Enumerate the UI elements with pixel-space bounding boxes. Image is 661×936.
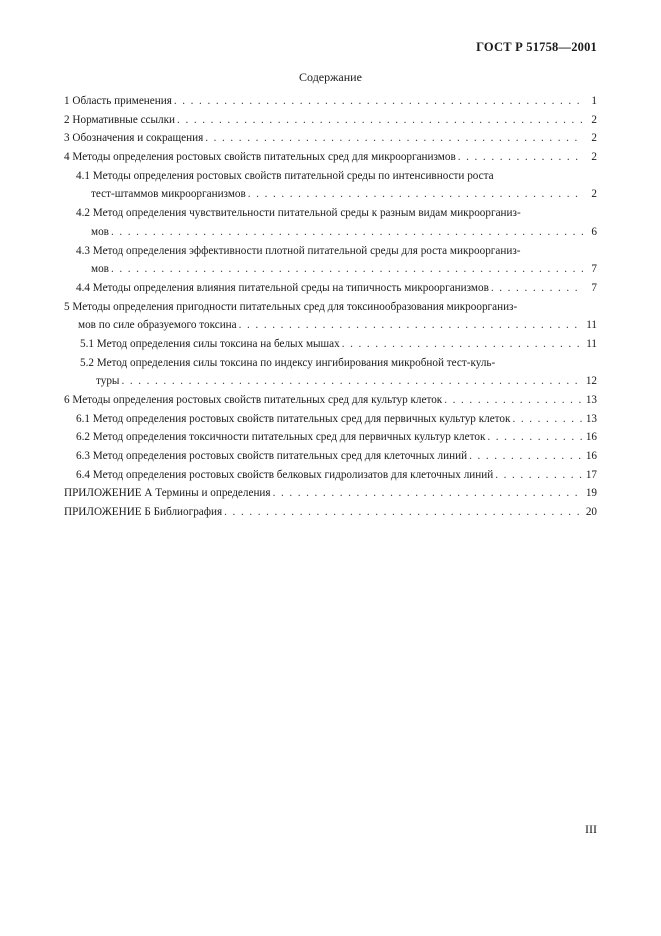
- toc-entry[interactable]: [64, 242, 597, 279]
- toc-entry[interactable]: [64, 298, 597, 335]
- toc-entry-text: 3 Обозначения и сокращения: [64, 132, 204, 145]
- toc-leader-dots: [469, 447, 583, 466]
- toc-entry-text: 5 Методы определения пригодности питательных сред для токсинообразования микроорганиз-: [64, 300, 518, 313]
- toc-entry-page: 1: [591, 95, 597, 107]
- toc-entry[interactable]: [64, 111, 597, 130]
- toc-entry-page: 2: [591, 113, 597, 126]
- toc-entry[interactable]: [64, 354, 597, 391]
- toc-entry-page: 13: [585, 394, 597, 406]
- document-header: ГОСТ Р 51758—2001: [476, 40, 597, 54]
- toc-entry-text: 6.1 Метод определения ростовых свойств питательных сред для первичных культур клеток: [76, 412, 511, 425]
- toc-entry[interactable]: [64, 279, 597, 298]
- toc-title: Содержание: [299, 70, 362, 84]
- toc-leader-dots: [487, 428, 583, 447]
- toc-entry-text: 5.1 Метод определения силы токсина на белых мышах: [80, 337, 340, 350]
- toc-entry-page: 6: [591, 225, 597, 238]
- toc-leader-dots: [205, 129, 583, 148]
- toc-entry-page: 2: [591, 132, 597, 145]
- toc-entry-page: 2: [591, 188, 597, 201]
- toc-entry[interactable]: [64, 447, 597, 466]
- toc-entry[interactable]: [64, 466, 597, 485]
- toc-entry-text: 4.1 Методы определения ростовых свойств питательной среды по интенсивности роста: [76, 169, 494, 182]
- toc-entry-text: 6.3 Метод определения ростовых свойств питательных сред для клеточных линий: [76, 450, 468, 463]
- toc-leader-dots: [239, 316, 583, 335]
- toc-entry[interactable]: [64, 428, 597, 447]
- toc-leader-dots: [111, 260, 583, 279]
- toc-entry-page: 16: [585, 431, 597, 444]
- toc-leader-dots: [224, 503, 583, 522]
- toc-entry-page: 7: [591, 263, 597, 276]
- toc-entry[interactable]: [64, 410, 597, 429]
- toc-entry-text: 4.3 Метод определения эффективности плотной питательной среды для роста микроорганиз-: [76, 244, 521, 257]
- toc-entry[interactable]: [64, 129, 597, 148]
- toc-entry-page: 7: [591, 281, 597, 294]
- toc-entry-text: 6.2 Метод определения токсичности питательных сред для первичных культур клеток: [76, 431, 486, 444]
- toc-leader-dots: [121, 372, 583, 391]
- toc-leader-dots: [177, 111, 583, 130]
- toc-leader-dots: [491, 279, 583, 298]
- toc-entry[interactable]: [64, 167, 597, 204]
- toc-entry-continuation: мов: [91, 263, 109, 276]
- toc-entry-text: ПРИЛОЖЕНИЕ А Термины и определения: [64, 487, 271, 500]
- toc-entry-text: 6 Методы определения ростовых свойств питательных сред для культур клеток: [64, 394, 443, 406]
- toc-leader-dots: [111, 223, 583, 242]
- toc-entry-text: 2 Нормативные ссылки: [64, 113, 176, 126]
- toc-entry-text: 6.4 Метод определения ростовых свойств белковых гидролизатов для клеточных линий: [76, 468, 494, 481]
- toc-entry-text: 4.4 Методы определения влияния питательной среды на типичность микроорганизмов: [76, 281, 489, 294]
- toc-entry-text: ПРИЛОЖЕНИЕ Б Библиография: [64, 506, 223, 519]
- toc-entry-text: 5.2 Метод определения силы токсина по индексу ингибирования микробной тест-куль-: [80, 356, 496, 369]
- toc-entry-page: 19: [585, 487, 597, 500]
- toc-entry[interactable]: [64, 148, 597, 167]
- toc-entry-page: 17: [585, 468, 597, 481]
- toc-leader-dots: [248, 185, 583, 204]
- page-number: III: [585, 822, 597, 836]
- toc-leader-dots: [458, 148, 583, 167]
- toc-entry[interactable]: [64, 335, 597, 354]
- toc-entry-page: 11: [586, 337, 597, 350]
- toc-leader-dots: [512, 410, 583, 429]
- toc-entry-continuation: туры: [96, 375, 120, 388]
- toc-entry-page: 12: [585, 375, 597, 388]
- toc-entry-page: 16: [585, 450, 597, 463]
- toc-entry-page: 20: [585, 506, 597, 519]
- toc-leader-dots: [495, 466, 583, 485]
- toc-entry-page: 13: [585, 412, 597, 425]
- toc-entry[interactable]: [64, 204, 597, 241]
- toc-leader-dots: [273, 484, 583, 503]
- toc-entry[interactable]: [64, 391, 597, 410]
- toc-entry-continuation: мов по силе образуемого токсина: [78, 319, 237, 332]
- toc-entry-text: 4 Методы определения ростовых свойств питательных сред для микроорганизмов: [64, 151, 456, 164]
- toc-entry-page: 2: [591, 151, 597, 164]
- toc-leader-dots: [174, 92, 583, 111]
- toc-entry[interactable]: [64, 484, 597, 503]
- toc-entry-text: 4.2 Метод определения чувствительности питательной среды к разным видам микроорганиз-: [76, 207, 521, 220]
- toc-entry-continuation: мов: [91, 225, 109, 238]
- toc-entry[interactable]: [64, 92, 597, 111]
- table-of-contents: [64, 92, 597, 522]
- toc-entry[interactable]: [64, 503, 597, 522]
- toc-entry-page: 11: [586, 319, 597, 332]
- toc-entry-continuation: тест-штаммов микроорганизмов: [91, 188, 246, 201]
- toc-entry-text: 1 Область применения: [64, 95, 172, 107]
- toc-leader-dots: [444, 391, 583, 410]
- toc-leader-dots: [342, 335, 583, 354]
